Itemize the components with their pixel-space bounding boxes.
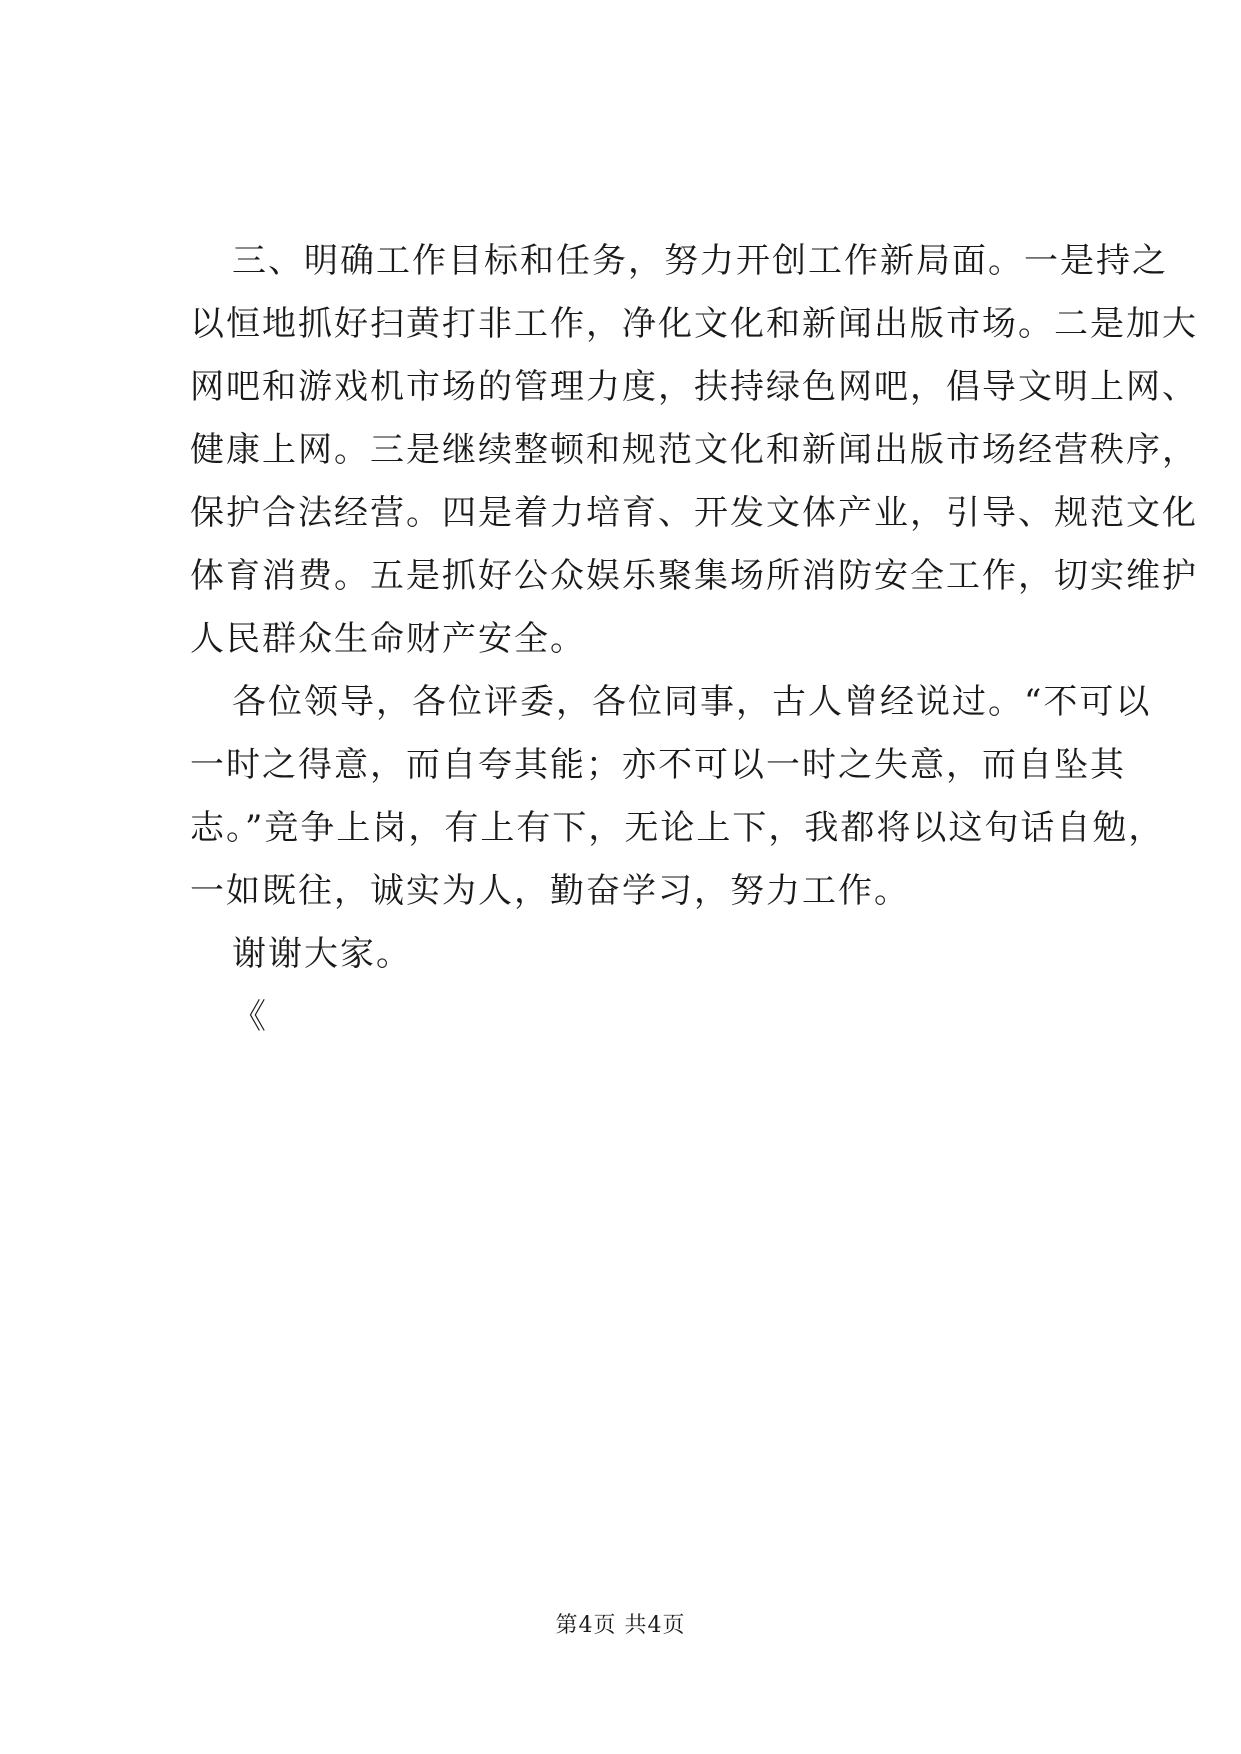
paragraph-1-line-5: 保护合法经营。四是着力培育、开发文体产业，引导、规范文化	[190, 493, 1198, 533]
paragraph-1-line-4: 健康上网。三是继续整顿和规范文化和新闻出版市场经营秩序，	[190, 430, 1198, 470]
paragraph-2-line-2: 一时之得意，而自夸其能；亦不可以一时之失意，而自坠其	[190, 745, 1126, 785]
page-footer: 第4页 共4页	[555, 1613, 686, 1638]
paragraph-3-thanks: 谢谢大家。	[232, 934, 412, 974]
paragraph-1-line-7: 人民群众生命财产安全。	[190, 619, 586, 659]
paragraph-2-line-4: 一如既往，诚实为人，勤奋学习，努力工作。	[190, 871, 910, 911]
paragraph-2-line-1: 各位领导，各位评委，各位同事，古人曾经说过。“不可以	[232, 682, 1152, 722]
paragraph-1-line-6: 体育消费。五是抓好公众娱乐聚集场所消防安全工作，切实维护	[190, 556, 1198, 596]
paragraph-2-line-3: 志。”竞争上岗，有上有下，无论上下，我都将以这句话自勉，	[190, 808, 1165, 848]
paragraph-1-line-2: 以恒地抓好扫黄打非工作，净化文化和新闻出版市场。二是加大	[190, 304, 1198, 344]
paragraph-1-line-3: 网吧和游戏机市场的管理力度，扶持绿色网吧，倡导文明上网、	[190, 367, 1198, 407]
paragraph-1-line-1: 三、明确工作目标和任务，努力开创工作新局面。一是持之	[232, 241, 1168, 281]
document-body	[190, 230, 1198, 1049]
paragraph-4-bracket: 《	[232, 997, 268, 1037]
